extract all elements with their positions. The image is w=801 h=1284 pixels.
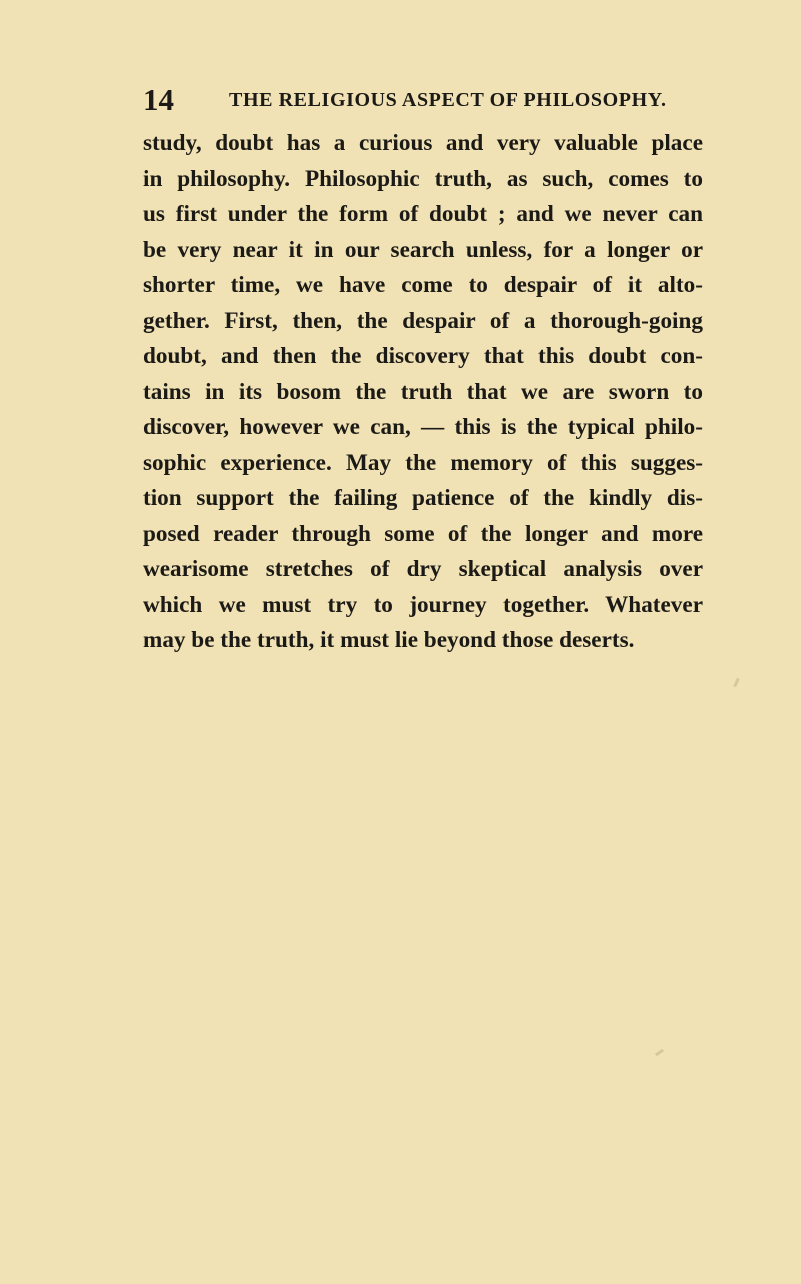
running-head: THE RELIGIOUS ASPECT OF PHILOSOPHY. (229, 89, 667, 111)
page-header (143, 82, 683, 118)
text-line: tains in its bosom the truth that we are sworn to (143, 378, 703, 405)
text-line: gether. First, then, the despair of a thorough-going (143, 307, 703, 334)
text-line: which we must try to journey together. Whatever (143, 591, 703, 618)
text-line: be very near it in our search unless, for a longer or (143, 236, 703, 263)
text-line: doubt, and then the discovery that this doubt con- (143, 343, 703, 369)
page-number: 14 (143, 82, 174, 117)
text-line: sophic experience. May the memory of this sugges- (143, 449, 703, 476)
paper-speck (733, 678, 740, 687)
text-line: study, doubt has a curious and very valuable place (143, 130, 703, 156)
text-line: posed reader through some of the longer and more (143, 520, 703, 547)
paper-speck (655, 1049, 664, 1057)
text-line: us first under the form of doubt ; and we never can (143, 201, 703, 227)
text-line: tion support the failing patience of the kindly dis- (143, 485, 703, 511)
body-text (143, 126, 703, 659)
text-line: shorter time, we have come to despair of it alto- (143, 272, 703, 298)
text-line: wearisome stretches of dry skeptical analysis over (143, 556, 703, 582)
text-line: in philosophy. Philosophic truth, as such, comes to (143, 165, 703, 192)
text-line: may be the truth, it must lie beyond those deserts. (143, 627, 635, 653)
text-line: discover, however we can, — this is the typical philo- (143, 414, 703, 440)
